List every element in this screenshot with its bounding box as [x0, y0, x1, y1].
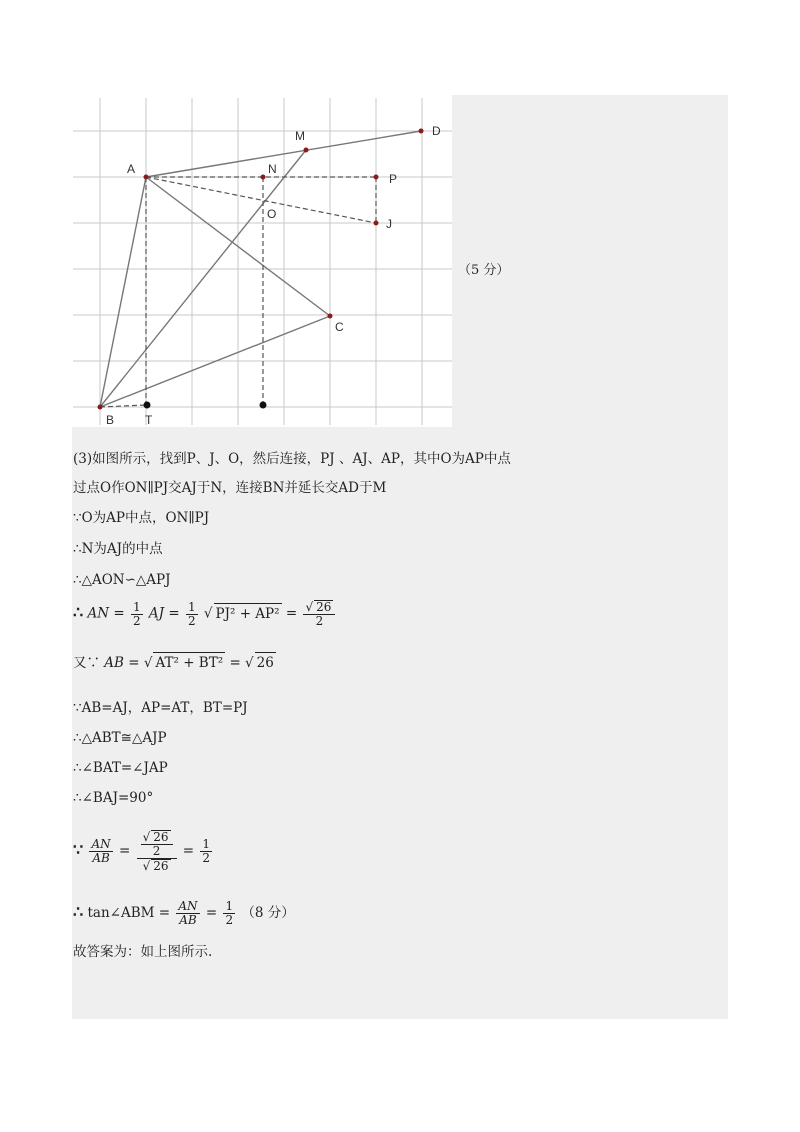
- therefore-symbol: ∴: [73, 602, 84, 622]
- label-C: C: [335, 320, 344, 334]
- label-T: T: [145, 413, 153, 427]
- eq-aj: AJ =: [148, 605, 180, 622]
- label-A: A: [127, 162, 136, 176]
- compound-fraction: $\frac{\frac{√ 26}{2}}{√ 26}$: [137, 830, 177, 873]
- because-symbol: ∵: [73, 840, 84, 859]
- step-11: ∴∠BAJ=90°: [73, 790, 154, 806]
- point-T-dot: [144, 402, 151, 409]
- fraction-one-half: $\frac{1}{2}$: [202, 837, 211, 865]
- label-P: P: [389, 172, 398, 186]
- point-dot: [260, 402, 267, 409]
- label-N: N: [268, 162, 277, 176]
- score-5: （5 分）: [458, 263, 510, 278]
- step-1: (3)如图所示，找到P、J、O，然后连接，PJ 、AJ、AP，其中O为AP中点: [73, 451, 511, 467]
- step-3: ∵O为AP中点，ON∥PJ: [73, 510, 210, 526]
- step-4: ∴N为AJ的中点: [73, 541, 163, 557]
- equation-ratio: ∵ $\frac{AN}{AB}$ = $\frac{\frac{√ 26}{2}}{√ 26}$ = $\frac{1}{2}$: [73, 830, 211, 873]
- equation-tan: ∴ tan∠ABM = $\frac{AN}{AB}$ = $\frac{1}{2}$ （8 分）: [73, 899, 295, 927]
- label-O: O: [267, 207, 277, 221]
- fraction-half: $\frac{1}{2}$: [187, 599, 196, 628]
- radicand: PJ² + AP²: [214, 603, 282, 624]
- step-5: ∴△AON∽△APJ: [73, 572, 171, 588]
- final-answer: 故答案为：如上图所示.: [73, 944, 213, 960]
- therefore-symbol: ∴: [73, 902, 84, 921]
- label-D: D: [432, 124, 441, 138]
- step-2: 过点O作ON∥PJ交AJ于N，连接BN并延长交AD于M: [73, 480, 387, 496]
- step-8: ∵AB=AJ，AP=AT，BT=PJ: [73, 700, 248, 716]
- root-26: 26: [255, 652, 276, 673]
- label-J: J: [386, 217, 392, 231]
- fraction-an-ab: $\frac{AN}{AB}$: [91, 837, 111, 865]
- equation-ab: 又∵ AB = √ AT² + BT² = √ 26: [73, 652, 276, 673]
- step-9: ∴△ABT≅△AJP: [73, 730, 167, 746]
- eq-lhs: AB =: [104, 655, 140, 671]
- fraction-half: $\frac{1}{2}$: [132, 599, 141, 628]
- step-10: ∴∠BAT=∠JAP: [73, 760, 168, 776]
- eq-lhs: AN =: [87, 605, 125, 622]
- score-8: （8 分）: [241, 905, 295, 921]
- tan-expression: tan∠ABM =: [87, 905, 171, 921]
- label-B: B: [106, 413, 115, 427]
- equation-an: ∴ AN = $\frac{1}{2}$ AJ = $\frac{1}{2}$ √ PJ² + AP² = $\frac{√ 26}{2}$: [73, 600, 337, 628]
- geometry-figure: [0, 0, 800, 440]
- also-because: 又∵: [73, 655, 100, 671]
- fraction-root26-2: $\frac{√ 26}{2}$: [303, 600, 335, 628]
- label-M: M: [295, 129, 305, 143]
- radicand: AT² + BT²: [153, 652, 225, 673]
- fraction-an-ab: $\frac{AN}{AB}$: [178, 899, 198, 927]
- fraction-one-half: $\frac{1}{2}$: [225, 899, 234, 927]
